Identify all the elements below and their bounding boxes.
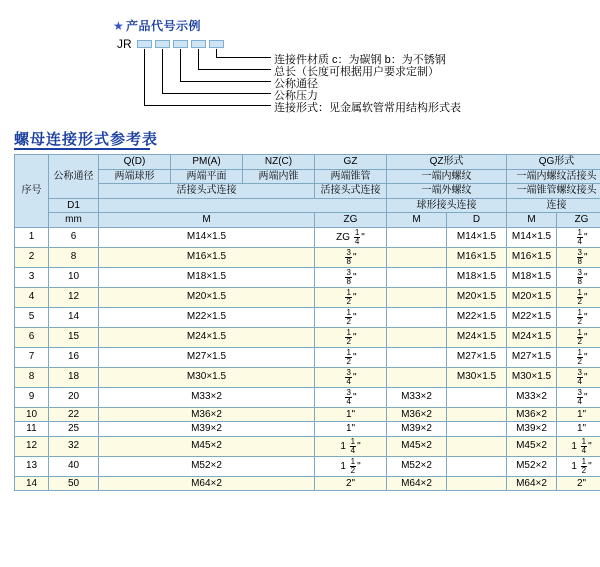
cell-nominal-diameter: 50 [49,476,99,491]
table-row [15,307,600,327]
cell-qz-d [447,407,507,422]
code-box-1 [137,40,152,48]
cell-nominal-diameter: 12 [49,287,99,307]
cell-thread-m: M64×2 [99,476,315,491]
header-seq-label: 序号 [21,185,42,197]
cell-qz-m: M64×2 [387,476,447,491]
table-title: 螺母连接形式参考表 [14,131,159,148]
cell-qz-m [387,287,447,307]
header-group-cn-0: 两端球形 [99,169,171,184]
header-unit-qz-m: M [387,213,447,228]
product-code-diagram [0,0,600,125]
cell-qz-m [387,247,447,267]
cell-qg-m: M18×1.5 [507,267,557,287]
cell-thread-m: M16×1.5 [99,247,315,267]
cell-qz-m [387,327,447,347]
table-row [15,267,600,287]
cell-qg-zg: $\frac{3}{8}$ " [557,247,600,267]
leader-v-1 [144,49,145,105]
table-row [15,407,600,422]
cell-thread-zg: $\frac{1}{2}$ " [315,347,387,367]
cell-seq: 7 [15,347,49,367]
table-row [15,456,600,476]
cell-seq: 9 [15,387,49,407]
leader-v-4 [198,49,199,69]
diagram-note-2: 总长（长度可根据用户要求定制） [274,66,439,78]
cell-qz-d [447,476,507,491]
leader-h-5 [216,57,271,58]
cell-qz-d [447,422,507,437]
cell-seq: 11 [15,422,49,437]
cell-thread-zg: $\frac{3}{8}$ " [315,247,387,267]
cell-qz-d [447,387,507,407]
cell-seq: 3 [15,267,49,287]
header-conn-0: 活接头式连接 [99,184,315,199]
header-group-code-1: PM(A) [171,155,243,170]
header-row-units [15,213,600,228]
cell-thread-zg: $\frac{1}{2}$ " [315,287,387,307]
cell-qz-d: M30×1.5 [447,367,507,387]
cell-qz-m [387,347,447,367]
spec-table [14,154,600,491]
code-prefix: JR [117,37,132,51]
header-row-connection [15,184,600,199]
table-row [15,387,600,407]
cell-nominal-diameter: 6 [49,227,99,247]
cell-qg-zg: $\frac{1}{2}$ " [557,327,600,347]
cell-thread-zg: $\frac{1}{2}$ " [315,327,387,347]
header-group-code-3: GZ [315,155,387,170]
cell-thread-m: M22×1.5 [99,307,315,327]
cell-qg-m: M22×1.5 [507,307,557,327]
header-row4-link: 连接 [507,198,600,213]
header-group-cn-2: 两端内锥 [243,169,315,184]
header-group-cn-5: 一端内螺纹活接头 [507,169,600,184]
cell-seq: 6 [15,327,49,347]
cell-thread-m: M45×2 [99,436,315,456]
cell-qg-zg: 1" [557,407,600,422]
cell-qz-d: M14×1.5 [447,227,507,247]
cell-qz-d: M20×1.5 [447,287,507,307]
cell-seq: 1 [15,227,49,247]
cell-qg-m: M36×2 [507,407,557,422]
cell-qg-m: M14×1.5 [507,227,557,247]
cell-nominal-diameter: 20 [49,387,99,407]
cell-thread-m: M30×1.5 [99,367,315,387]
cell-thread-zg: $\frac{1}{2}$ " [315,307,387,327]
header-group-cn-4: 一端内螺纹 [387,169,507,184]
cell-seq: 12 [15,436,49,456]
cell-qg-zg: $\frac{1}{2}$ " [557,287,600,307]
spec-table-body [15,227,600,491]
table-row [15,367,600,387]
cell-thread-zg: $\frac{3}{4}$ " [315,367,387,387]
cell-seq: 8 [15,367,49,387]
cell-thread-zg: 1 $\frac{1}{2}$ " [315,456,387,476]
cell-seq: 2 [15,247,49,267]
header-group-cn-3: 两端锥管 [315,169,387,184]
cell-nominal-diameter: 18 [49,367,99,387]
header-group-code-2: NZ(C) [243,155,315,170]
cell-qg-m: M24×1.5 [507,327,557,347]
cell-qg-m: M45×2 [507,436,557,456]
leader-h-3 [180,81,271,82]
header-conn-3: 一端锥管螺纹接头 [507,184,600,199]
cell-thread-m: M39×2 [99,422,315,437]
header-unit-mm: mm [49,213,99,228]
cell-seq: 5 [15,307,49,327]
leader-v-3 [180,49,181,81]
cell-qz-d: M27×1.5 [447,347,507,367]
header-nominal [49,155,99,199]
cell-nominal-diameter: 25 [49,422,99,437]
cell-thread-m: M36×2 [99,407,315,422]
cell-qz-d: M24×1.5 [447,327,507,347]
cell-qz-m: M36×2 [387,407,447,422]
cell-qz-m [387,227,447,247]
cell-thread-zg: ZG $\frac{1}{4}$ " [315,227,387,247]
cell-qz-d: M22×1.5 [447,307,507,327]
cell-nominal-diameter: 10 [49,267,99,287]
table-row [15,347,600,367]
cell-qg-zg: $\frac{1}{2}$ " [557,307,600,327]
cell-qz-m: M33×2 [387,387,447,407]
cell-nominal-diameter: 22 [49,407,99,422]
cell-qg-m: M52×2 [507,456,557,476]
cell-thread-m: M52×2 [99,456,315,476]
cell-seq: 4 [15,287,49,307]
cell-nominal-diameter: 8 [49,247,99,267]
cell-thread-zg: $\frac{3}{4}$ " [315,387,387,407]
header-d1: D1 [49,198,99,213]
cell-nominal-diameter: 16 [49,347,99,367]
header-row-d1 [15,198,600,213]
header-group-code-0: Q(D) [99,155,171,170]
cell-qz-m: M39×2 [387,422,447,437]
cell-qz-d: M18×1.5 [447,267,507,287]
cell-nominal-diameter: 14 [49,307,99,327]
cell-qg-zg: $\frac{3}{4}$ " [557,387,600,407]
cell-qz-d [447,456,507,476]
cell-seq: 14 [15,476,49,491]
cell-qg-zg: 1" [557,422,600,437]
diagram-note-1: 连接件材质 c：为碳钢 b：为不锈钢 [274,54,446,66]
leader-v-2 [162,49,163,93]
diagram-note-3: 公称通径 [274,78,318,90]
table-row [15,247,600,267]
header-unit-qg-m: M [507,213,557,228]
header-group-code-5: QG形式 [507,155,600,170]
cell-qz-m: M45×2 [387,436,447,456]
code-box-4 [191,40,206,48]
header-row-cn [15,169,600,184]
code-box-5 [209,40,224,48]
header-conn-1: 活接头式连接 [315,184,387,199]
cell-qg-m: M64×2 [507,476,557,491]
cell-qg-m: M27×1.5 [507,347,557,367]
cell-qg-m: M33×2 [507,387,557,407]
star-icon: ★ [113,19,124,33]
cell-thread-m: M14×1.5 [99,227,315,247]
table-row [15,327,600,347]
cell-thread-zg: 1" [315,422,387,437]
cell-qg-zg: $\frac{1}{4}$ " [557,227,600,247]
table-row [15,227,600,247]
cell-qg-m: M20×1.5 [507,287,557,307]
cell-qg-zg: 2" [557,476,600,491]
header-row4-ball: 球形接头连接 [387,198,507,213]
diagram-note-5: 连接形式：见金属软管常用结构形式表 [274,102,461,114]
header-unit-qg-zg: ZG [557,213,600,228]
leader-h-4 [198,69,271,70]
cell-qg-zg: $\frac{3}{8}$ " [557,267,600,287]
cell-thread-m: M18×1.5 [99,267,315,287]
leader-h-1 [144,105,271,106]
cell-thread-zg: 2" [315,476,387,491]
code-box-3 [173,40,188,48]
header-seq [15,155,49,228]
header-group-cn-1: 两端平面 [171,169,243,184]
cell-qg-m: M16×1.5 [507,247,557,267]
diagram-title: 产品代号示例 [126,19,202,33]
header-group-code-4: QZ形式 [387,155,507,170]
header-row4-blank [99,198,387,213]
table-row [15,436,600,456]
header-conn-2: 一端外螺纹 [387,184,507,199]
cell-thread-zg: 1 $\frac{1}{4}$ " [315,436,387,456]
header-unit-m: M [99,213,315,228]
cell-qg-m: M39×2 [507,422,557,437]
cell-nominal-diameter: 15 [49,327,99,347]
cell-thread-m: M24×1.5 [99,327,315,347]
cell-qg-zg: 1 $\frac{1}{4}$ " [557,436,600,456]
cell-qz-m [387,267,447,287]
cell-nominal-diameter: 32 [49,436,99,456]
cell-seq: 10 [15,407,49,422]
title-underline [14,148,150,150]
cell-thread-zg: $\frac{3}{8}$ " [315,267,387,287]
cell-qg-zg: 1 $\frac{1}{2}$ " [557,456,600,476]
cell-qz-d [447,436,507,456]
header-unit-zg: ZG [315,213,387,228]
diagram-note-4: 公称压力 [274,90,318,102]
cell-thread-zg: 1" [315,407,387,422]
cell-nominal-diameter: 40 [49,456,99,476]
table-row [15,287,600,307]
cell-qg-zg: $\frac{3}{4}$ " [557,367,600,387]
table-row [15,476,600,491]
header-nominal-label: 公称通径 [53,170,94,182]
header-row-codes [15,155,600,170]
cell-thread-m: M33×2 [99,387,315,407]
leader-v-5 [216,49,217,57]
cell-qz-m: M52×2 [387,456,447,476]
cell-seq: 13 [15,456,49,476]
header-unit-qz-d: D [447,213,507,228]
table-row [15,422,600,437]
spec-table-wrap [14,154,597,491]
cell-qz-d: M16×1.5 [447,247,507,267]
cell-qz-m [387,307,447,327]
cell-qg-zg: $\frac{1}{2}$ " [557,347,600,367]
code-box-2 [155,40,170,48]
cell-qg-m: M30×1.5 [507,367,557,387]
leader-h-2 [162,93,271,94]
cell-thread-m: M20×1.5 [99,287,315,307]
cell-thread-m: M27×1.5 [99,347,315,367]
cell-qz-m [387,367,447,387]
